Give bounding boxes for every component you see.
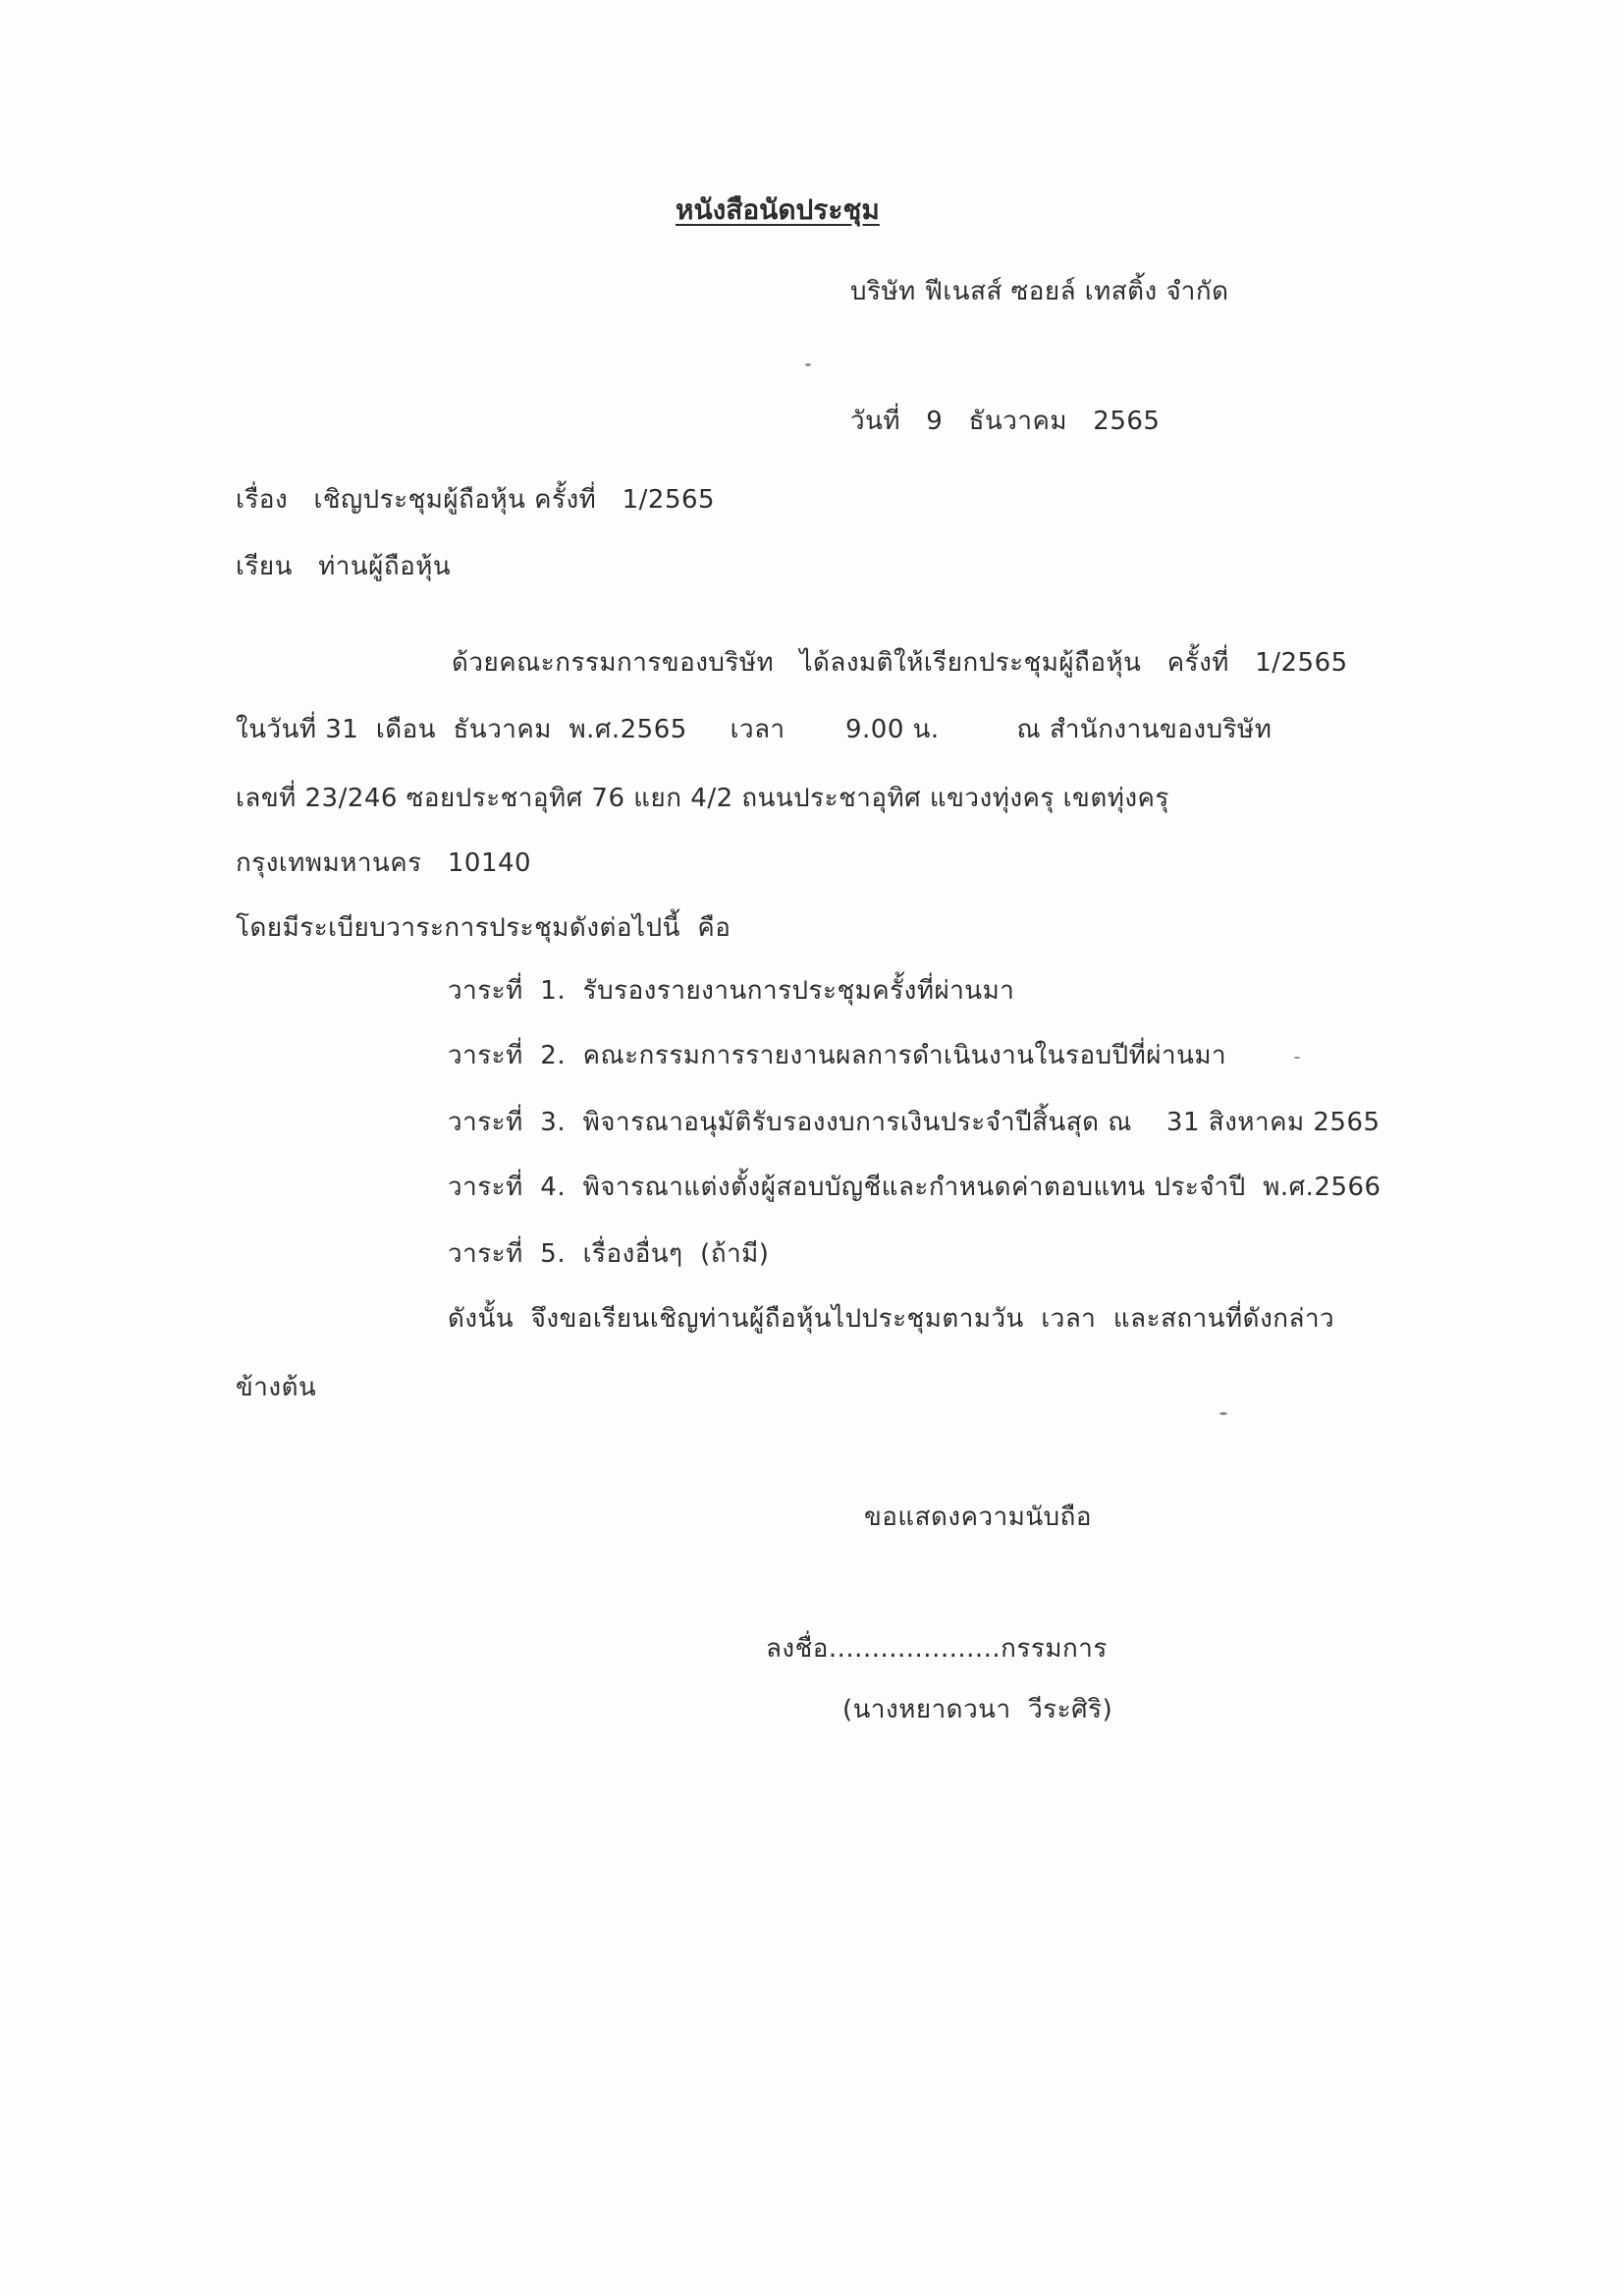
agenda-item-4: วาระที่ 4. พิจารณาแต่งตั้งผู้สอบบัญชีและกำหนดค่าตอบแทน ประจำปี พ.ศ.2566 xyxy=(448,1173,1381,1202)
signer-name: (นางหยาดวนา วีระศิริ) xyxy=(842,1695,1113,1724)
subject-line: เรื่อง เชิญประชุมผู้ถือหุ้น ครั้งที่ 1/2565 xyxy=(236,485,716,515)
agenda-item-1: วาระที่ 1. รับรองรายงานการประชุมครั้งที่ผ่านมา xyxy=(448,976,1015,1006)
agenda-item-5: วาระที่ 5. เรื่องอื่นๆ (ถ้ามี) xyxy=(448,1239,770,1269)
body-paragraph-line-5: โดยมีระเบียบวาระการประชุมดังต่อไปนี้ คือ xyxy=(236,913,731,943)
recipient-line: เรียน ท่านผู้ถือหุ้น xyxy=(236,552,452,581)
body-paragraph-line-3: เลขที่ 23/246 ซอยประชาอุทิศ 76 แยก 4/2 ถนนประชาอุทิศ แขวงทุ่งครุ เขตทุ่งครุ xyxy=(236,784,1169,813)
agenda-item-3: วาระที่ 3. พิจารณาอนุมัติรับรองงบการเงินประจำปีสิ้นสุด ณ 31 สิงหาคม 2565 xyxy=(448,1108,1380,1137)
scan-speck xyxy=(805,363,811,366)
signature-line: ลงชื่อ....................กรรมการ xyxy=(766,1634,1108,1664)
agenda-item-2: วาระที่ 2. คณะกรรมการรายงานผลการดำเนินงานในรอบปีที่ผ่านมา xyxy=(448,1041,1227,1070)
scan-speck xyxy=(1294,1057,1300,1059)
body-paragraph-line-1: ด้วยคณะกรรมการของบริษัท ได้ลงมติให้เรียกประชุมผู้ถือหุ้น ครั้งที่ 1/2565 xyxy=(452,648,1348,678)
scan-speck xyxy=(1219,1412,1227,1415)
regards-text: ขอแสดงความนับถือ xyxy=(864,1503,1092,1532)
document-date: วันที่ 9 ธันวาคม 2565 xyxy=(850,407,1161,436)
closing-line-2: ข้างต้น xyxy=(236,1373,317,1402)
body-paragraph-line-4: กรุงเทพมหานคร 10140 xyxy=(236,848,532,878)
document-title: หนังสือนัดประชุม xyxy=(676,193,880,226)
company-name: บริษัท ฟีเนสส์ ซอยล์ เทสติ้ง จำกัด xyxy=(850,277,1229,306)
closing-line-1: ดังนั้น จึงขอเรียนเชิญท่านผู้ถือหุ้นไปประชุมตามวัน เวลา และสถานที่ดังกล่าว xyxy=(448,1304,1335,1334)
body-paragraph-line-2: ในวันที่ 31 เดือน ธันวาคม พ.ศ.2565 เวลา 9.00 น. ณ สำนักงานของบริษัท xyxy=(236,715,1272,744)
